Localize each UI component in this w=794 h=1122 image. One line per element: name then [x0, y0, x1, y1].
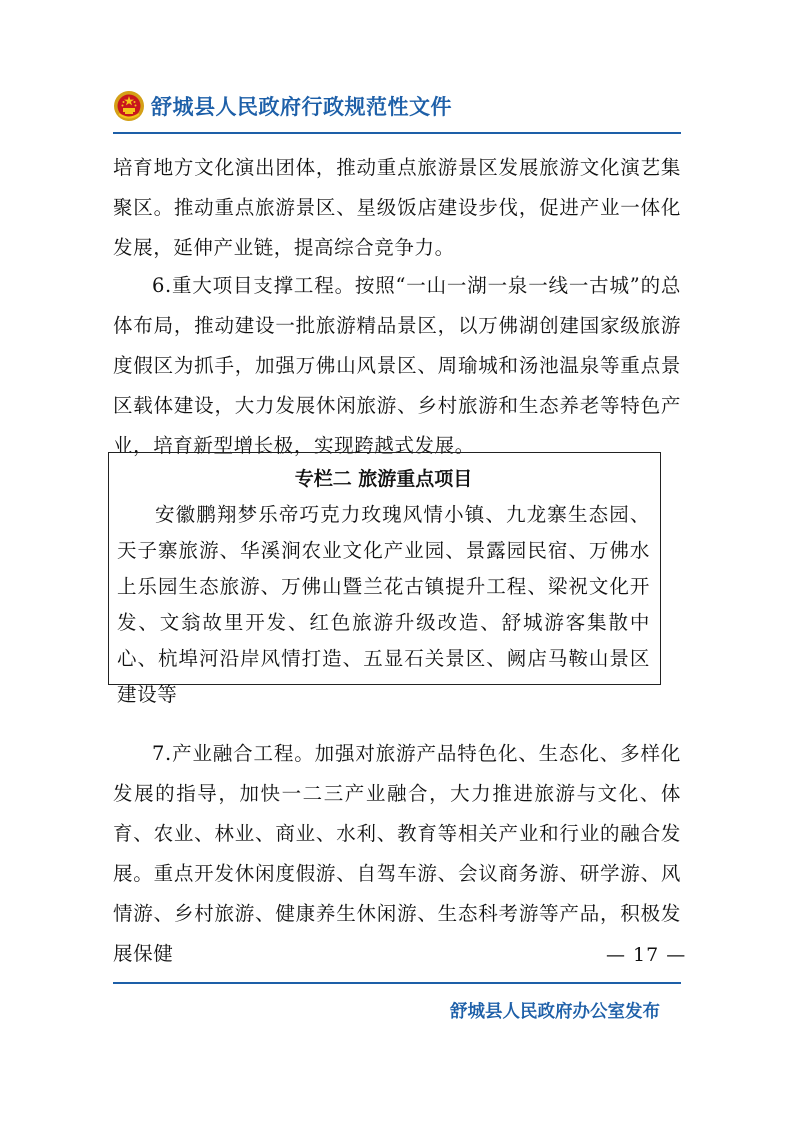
box-title: 专栏二 旅游重点项目 — [294, 468, 473, 490]
body-paragraph-1: 培育地方文化演出团体，推动重点旅游景区发展旅游文化演艺集聚区。推动重点旅游景区、星级饭店建设步伐，促进产业一体化发展，延伸产业链，提高综合竞争力。 — [113, 156, 681, 259]
header-title: 舒城县人民政府行政规范性文件 — [151, 95, 452, 119]
body-paragraph-3: 7.产业融合工程。加强对旅游产品特色化、生态化、多样化发展的指导，加快一二三产业融合，大力推进旅游与文化、体育、农业、林业、商业、水利、教育等相关产业和行业的融合发展。重点开发休闲度假游、自驾车游、会议商务游、研学游、风情游、乡村旅游、健康养生休闲游、生态科考游等产品，积极发展保健 — [113, 742, 681, 965]
box-content: 安徽鹏翔梦乐帝巧克力玫瑰风情小镇、九龙寨生态园、天子寨旅游、华溪涧农业文化产业园、景露园民宿、万佛水上乐园生态旅游、万佛山暨兰花古镇提升工程、梁祝文化开发、文翁故里开发、红色旅游升级改造、舒城游客集散中心、杭埠河沿岸风情打造、五显石关景区、阙店马鞍山景区建设等 — [117, 503, 650, 706]
footer-divider — [113, 982, 681, 984]
header-divider — [113, 132, 681, 134]
document-header — [113, 86, 452, 126]
sidebar-box-tourism-projects — [108, 452, 661, 706]
body-paragraph-2: 6.重大项目支撑工程。按照“一山一湖一泉一线一古城”的总体布局，推动建设一批旅游精品景区，以万佛湖创建国家级旅游度假区为抓手，加强万佛山风景区、周瑜城和汤池温泉等重点景区载体建设，大力发展休闲旅游、乡村旅游和生态养老等特色产业，培育新型增长极，实现跨越式发展。 — [113, 274, 681, 457]
national-emblem-icon — [113, 90, 145, 122]
footer-publisher: 舒城县人民政府办公室发布 — [450, 1002, 660, 1022]
page-number: — 17 — — [606, 944, 687, 966]
